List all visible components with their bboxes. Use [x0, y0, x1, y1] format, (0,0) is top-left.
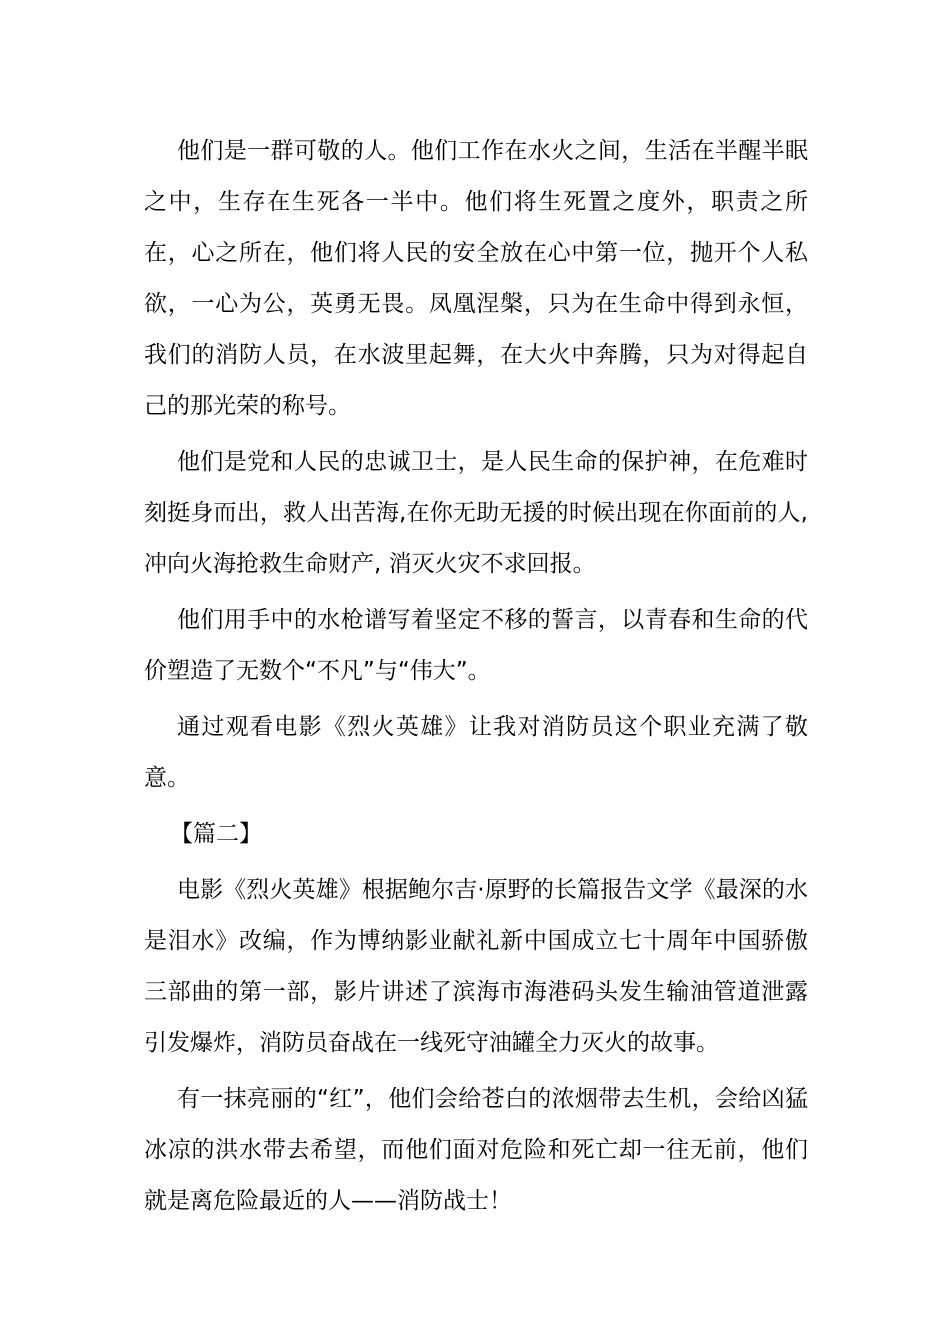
paragraph-2: 他们是党和人民的忠诚卫士，是人民生命的保护神，在危难时刻挺身而出，救人出苦海,在你无助无援的时候出现在你面前的人,冲向火海抢救生命财产, 消灭火灾不求回报。: [144, 449, 808, 577]
section-paragraph-1: 电影《烈火英雄》根据鲍尔吉·原野的长篇报告文学《最深的水是泪水》改编，作为博纳影业献礼新中国成立七十周年中国骄傲三部曲的第一部，影片讲述了滨海市海港码头发生输油管道泄露引发爆炸，消防员奋战在一线死守油罐全力灭火的故事。: [144, 877, 808, 1056]
paragraph-4: 通过观看电影《烈火英雄》让我对消防员这个职业充满了敬意。: [144, 714, 808, 791]
document-body: [144, 126, 808, 1232]
section-paragraph-2: 有一抹亮丽的“红”，他们会给苍白的浓烟带去生机，会给凶猛冰凉的洪水带去希望，而他们面对危险和死亡却一往无前，他们就是离危险最近的人——消防战士！: [144, 1086, 808, 1214]
section-heading: 【篇二】: [170, 821, 262, 847]
paragraph-1: 他们是一群可敬的人。他们工作在水火之间，生活在半醒半眠之中，生存在生死各一半中。他们将生死置之度外，职责之所在，心之所在，他们将人民的安全放在心中第一位，抛开个人私欲，一心为公，英勇无畏。凤凰涅槃，只为在生命中得到永恒，我们的消防人员，在水波里起舞，在大火中奔腾，只为对得起自己的那光荣的称号。: [144, 138, 808, 419]
paragraph-3: 他们用手中的水枪谱写着坚定不移的誓言，以青春和生命的代价塑造了无数个“不凡”与“伟大”。: [144, 607, 808, 684]
